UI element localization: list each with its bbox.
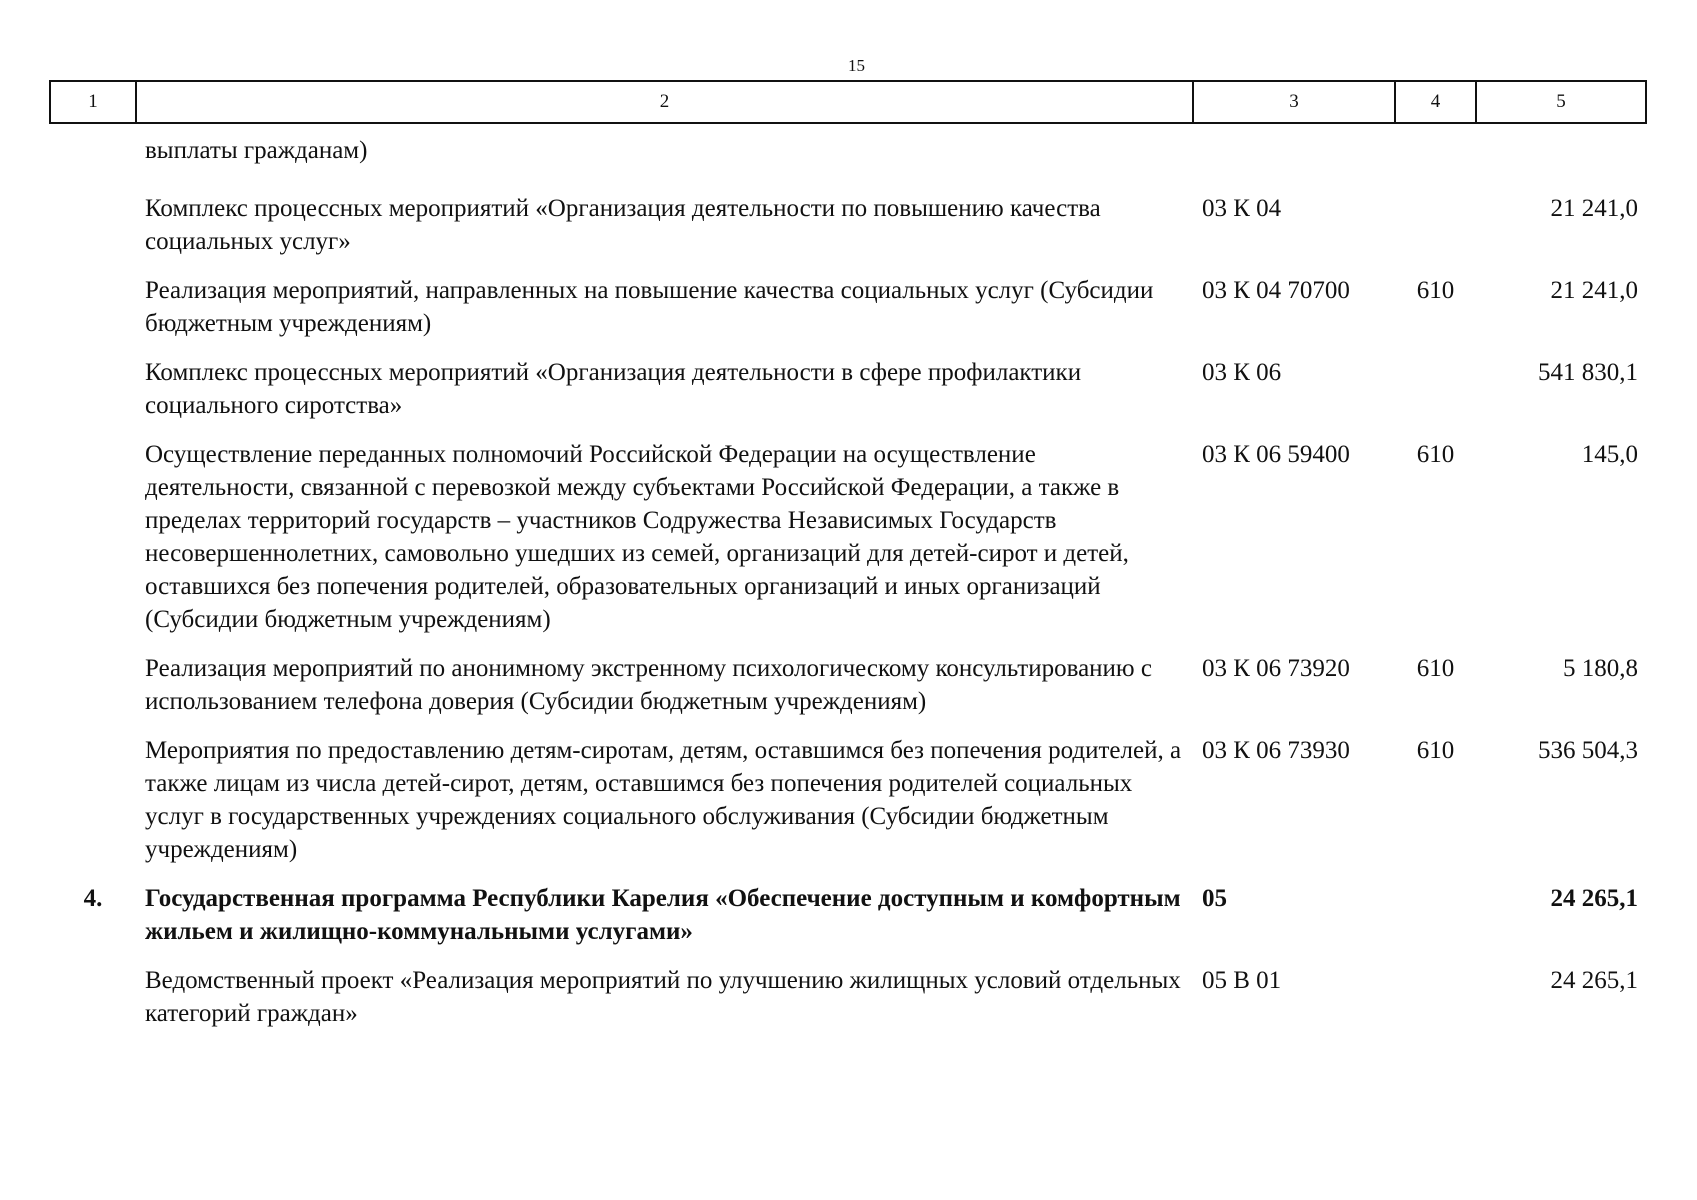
row-expense-type: 610 bbox=[1416, 655, 1455, 682]
row-number bbox=[50, 123, 136, 176]
table-row bbox=[50, 123, 1646, 176]
row-name: Реализация мероприятий, направленных на повышение качества социальных услуг (Субсидии бюджетным учреждениям) bbox=[145, 277, 1154, 337]
row-expense-type bbox=[1395, 866, 1476, 948]
row-expense-type bbox=[1395, 340, 1476, 422]
row-code: 03 К 04 70700 bbox=[1202, 277, 1350, 304]
column-header-1: 1 bbox=[50, 81, 136, 123]
row-amount: 24 265,1 bbox=[1550, 885, 1638, 912]
row-code: 03 К 06 bbox=[1202, 359, 1282, 386]
row-amount: 21 241,0 bbox=[1550, 195, 1638, 222]
row-number bbox=[50, 948, 136, 1030]
row-name: Мероприятия по предоставлению детям-сиротам, детям, оставшимся без попечения родителей, а также лицам из числа детей-сирот, детям, оставшимся без попечения родителей социальных услуг в государственных учреждениях социального обслуживания (Субсидии бюджетным учреждениям) bbox=[145, 737, 1182, 863]
row-code: 05 bbox=[1202, 885, 1227, 912]
row-name: Комплекс процессных мероприятий «Организация деятельности по повышению качества социальных услуг» bbox=[145, 195, 1101, 255]
table-row bbox=[50, 340, 1646, 422]
row-number bbox=[50, 636, 136, 718]
row-expense-type: 610 bbox=[1416, 737, 1455, 764]
table-row bbox=[50, 422, 1646, 636]
row-amount: 21 241,0 bbox=[1550, 277, 1638, 304]
column-header-4: 4 bbox=[1395, 81, 1476, 123]
table-header-row bbox=[50, 81, 1646, 123]
row-name: Реализация мероприятий по анонимному экстренному психологическому консультированию с использованием телефона доверия (Субсидии бюджетным учреждениям) bbox=[145, 655, 1152, 715]
column-header-5: 5 bbox=[1476, 81, 1646, 123]
table-row bbox=[50, 718, 1646, 866]
row-name: Осуществление переданных полномочий Российской Федерации на осуществление деятельности, связанной с перевозкой между субъектами Российской Федерации, а также в пределах территорий государств – участников Содружества Независимых Государств несовершеннолетних, самовольно ушедших из семей, организаций для детей-сирот и детей, оставшихся без попечения родителей, образовательных организаций и иных организаций (Субсидии бюджетным учреждениям) bbox=[145, 441, 1129, 633]
row-name: Государственная программа Республики Карелия «Обеспечение доступным и комфортным жильем и жилищно-коммунальными услугами» bbox=[145, 885, 1181, 945]
row-name: Комплекс процессных мероприятий «Организация деятельности в сфере профилактики социального сиротства» bbox=[145, 359, 1082, 419]
budget-table bbox=[49, 80, 1647, 1030]
row-name: выплаты гражданам) bbox=[145, 137, 368, 164]
row-number bbox=[50, 258, 136, 340]
row-expense-type bbox=[1395, 948, 1476, 1030]
row-code: 03 К 04 bbox=[1202, 195, 1282, 222]
row-number bbox=[50, 422, 136, 636]
row-number bbox=[50, 718, 136, 866]
row-expense-type bbox=[1395, 123, 1476, 176]
row-number: 4. bbox=[83, 885, 103, 912]
table-row bbox=[50, 636, 1646, 718]
table-row bbox=[50, 948, 1646, 1030]
table-row-program bbox=[50, 866, 1646, 948]
row-number bbox=[50, 340, 136, 422]
table-row bbox=[50, 176, 1646, 258]
row-amount: 5 180,8 bbox=[1563, 655, 1638, 682]
row-code: 05 В 01 bbox=[1202, 967, 1282, 994]
row-code bbox=[1193, 123, 1395, 176]
row-amount: 24 265,1 bbox=[1550, 967, 1638, 994]
row-expense-type: 610 bbox=[1416, 277, 1455, 304]
row-expense-type bbox=[1395, 176, 1476, 258]
table-row bbox=[50, 258, 1646, 340]
column-header-2: 2 bbox=[136, 81, 1193, 123]
row-code: 03 К 06 59400 bbox=[1202, 441, 1350, 468]
row-amount bbox=[1476, 123, 1646, 176]
row-amount: 541 830,1 bbox=[1538, 359, 1638, 386]
row-amount: 145,0 bbox=[1581, 441, 1638, 468]
row-expense-type: 610 bbox=[1416, 441, 1455, 468]
row-amount: 536 504,3 bbox=[1538, 737, 1638, 764]
row-number bbox=[50, 176, 136, 258]
page-number: 15 bbox=[848, 56, 865, 75]
column-header-3: 3 bbox=[1193, 81, 1395, 123]
row-code: 03 К 06 73930 bbox=[1202, 737, 1350, 764]
row-code: 03 К 06 73920 bbox=[1202, 655, 1350, 682]
row-name: Ведомственный проект «Реализация мероприятий по улучшению жилищных условий отдельных категорий граждан» bbox=[145, 967, 1181, 1027]
